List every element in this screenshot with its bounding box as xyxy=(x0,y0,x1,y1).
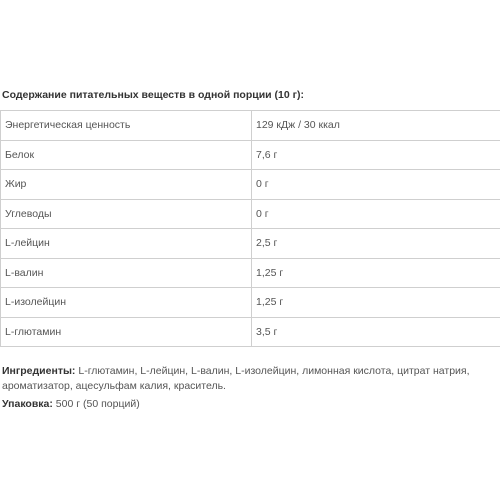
nutrient-name: L-лейцин xyxy=(1,229,252,259)
nutrient-value: 1,25 г xyxy=(252,288,500,318)
table-row xyxy=(1,111,500,141)
nutrient-value: 2,5 г xyxy=(252,229,500,259)
nutrient-name: Жир xyxy=(1,170,252,200)
ingredients-paragraph xyxy=(2,364,492,394)
table-row xyxy=(1,170,500,200)
nutrient-value: 3,5 г xyxy=(252,317,500,347)
nutrition-table xyxy=(0,110,500,347)
ingredients-text: L-глютамин, L-лейцин, L-валин, L-изолейцин, лимонная кислота, цитрат натрия, ароматизатор, ацесульфам калия, краситель. xyxy=(2,365,470,392)
nutrient-name: Белок xyxy=(1,140,252,170)
nutrient-name: L-изолейцин xyxy=(1,288,252,318)
table-row xyxy=(1,140,500,170)
table-row xyxy=(1,317,500,347)
table-row xyxy=(1,288,500,318)
nutrient-name: L-глютамин xyxy=(1,317,252,347)
nutrient-value: 0 г xyxy=(252,199,500,229)
table-row xyxy=(1,199,500,229)
nutrient-value: 129 кДж / 30 ккал xyxy=(252,111,500,141)
nutrient-value: 0 г xyxy=(252,170,500,200)
nutrient-name: Энергетическая ценность xyxy=(1,111,252,141)
packaging-paragraph xyxy=(2,397,140,412)
ingredients-label: Ингредиенты: xyxy=(2,365,76,377)
nutrient-value: 7,6 г xyxy=(252,140,500,170)
nutrient-name: Углеводы xyxy=(1,199,252,229)
nutrient-name: L-валин xyxy=(1,258,252,288)
packaging-label: Упаковка: xyxy=(2,398,53,410)
table-row xyxy=(1,258,500,288)
nutrition-heading: Содержание питательных веществ в одной порции (10 г): xyxy=(2,89,304,101)
packaging-text: 500 г (50 порций) xyxy=(52,398,140,410)
table-row xyxy=(1,229,500,259)
nutrient-value: 1,25 г xyxy=(252,258,500,288)
